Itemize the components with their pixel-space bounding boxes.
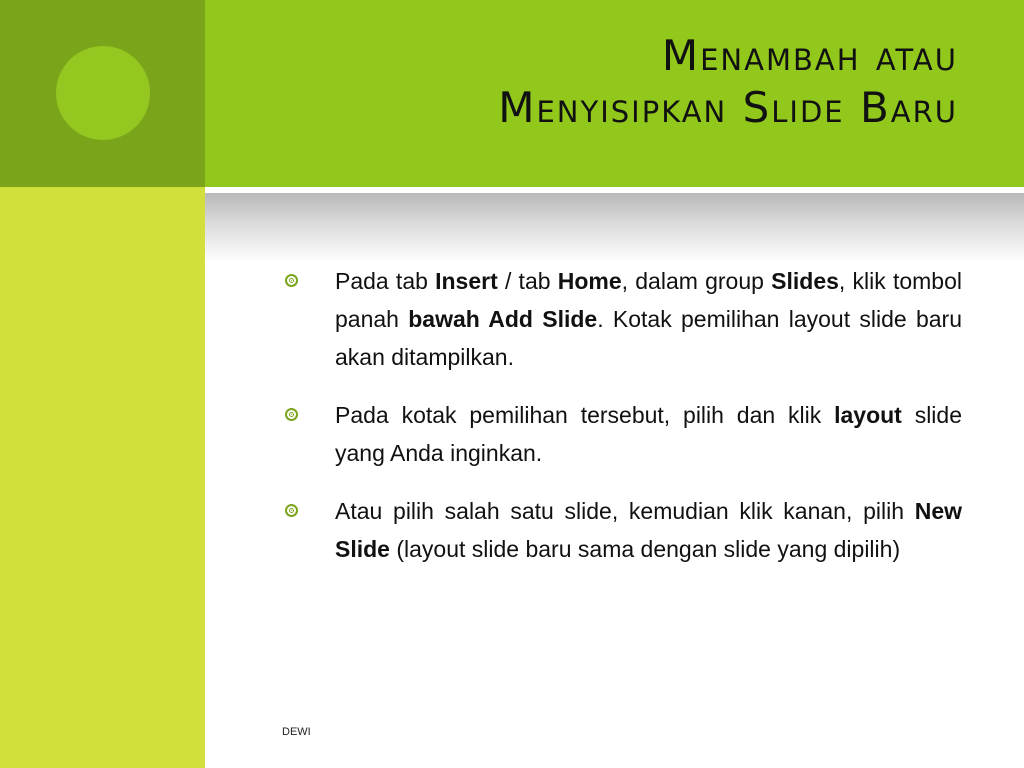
header-shadow xyxy=(205,193,1024,263)
corner-decorative-block xyxy=(0,0,205,187)
slide-title xyxy=(238,30,958,134)
bullet-segment: , dalam group xyxy=(621,268,772,294)
bullet-segment: slide yang Anda inginkan. xyxy=(335,402,962,466)
bullet-segment: Atau pilih salah satu slide, kemudian klik kanan, pilih xyxy=(335,498,915,524)
bullet-bold-segment: layout xyxy=(834,402,902,428)
bullet-text xyxy=(335,396,962,472)
bullet-segment: / tab xyxy=(497,268,558,294)
bullet-bold-segment: New Slide xyxy=(335,498,962,562)
slide-title-line-1: Menambah atau xyxy=(661,31,958,80)
bullet-segment: (layout slide baru sama dengan slide yang dipilih) xyxy=(389,536,901,562)
slide-title-line-2: Menyisipkan Slide Baru xyxy=(498,83,958,132)
bullet-bold-segment: Slides xyxy=(771,268,839,294)
bullet-segment: Pada tab xyxy=(335,268,436,294)
bullet-text xyxy=(335,492,962,568)
bullet-segment: . Kotak pemilihan layout slide baru akan ditampilkan. xyxy=(335,306,963,370)
footer-author: DEWI xyxy=(282,726,311,738)
decorative-circle xyxy=(56,46,150,140)
target-circle-icon xyxy=(285,408,298,421)
target-circle-icon xyxy=(285,504,298,517)
bullet-text xyxy=(335,262,962,376)
bullet-bold-segment: bawah Add Slide xyxy=(408,306,598,332)
bullet-item xyxy=(282,396,962,472)
bullet-bold-segment: Insert xyxy=(435,268,498,294)
bullet-item xyxy=(282,492,962,568)
bullet-segment: , klik tombol panah xyxy=(335,268,962,332)
bullet-list xyxy=(282,262,962,588)
target-circle-icon xyxy=(285,274,298,287)
bullet-bold-segment: Home xyxy=(557,268,622,294)
bullet-segment: Pada kotak pemilihan tersebut, pilih dan klik xyxy=(335,402,835,428)
bullet-item xyxy=(282,262,962,376)
